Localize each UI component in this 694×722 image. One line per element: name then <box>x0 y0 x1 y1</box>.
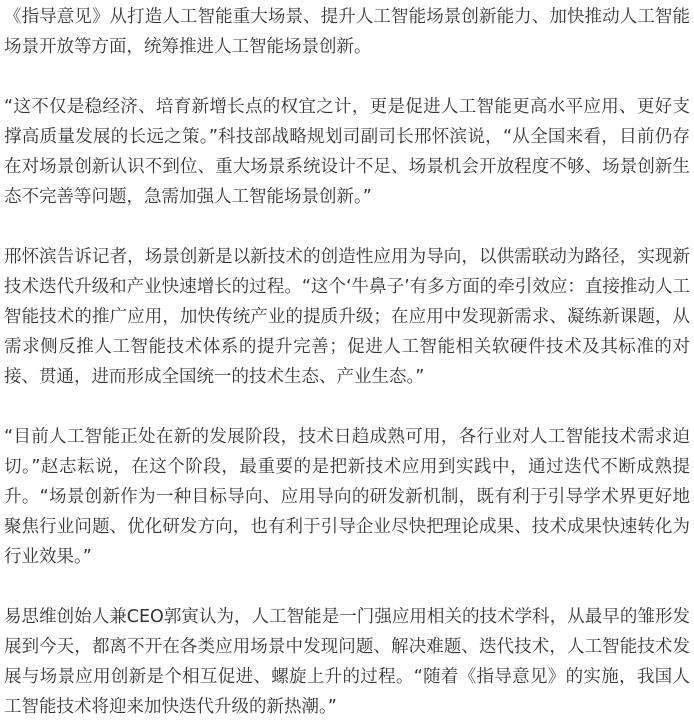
article-body <box>4 2 690 722</box>
paragraph-zhao-zhiyun-quote: “目前人工智能正处在新的发展阶段，技术日趋成熟可用，各行业对人工智能技术需求迫切。”赵志耘说，在这个阶段，最重要的是把新技术应用到实践中，通过迭代不断成熟提升。“场景创新作为一种目标导向、应用导向的研发新机制，既有利于引导学术界更好地聚焦行业问题、优化研发方向，也有利于引导企业尽快把理论成果、技术成果快速转化为行业效果。” <box>4 427 690 567</box>
paragraph-scene-innovation-definition: 邢怀滨告诉记者，场景创新是以新技术的创造性应用为导向，以供需联动为路径，实现新技术迭代升级和产业快速增长的过程。“这个‘牛鼻子’有多方面的牵引效应：直接推动人工智能技术的推广应用，加快传统产业的提质升级；在应用中发现新需求、凝练新课题，从需求侧反推人工智能技术体系的提升完善；促进人工智能相关软硬件技术及其标准的对接、贯通，进而形成全国统一的技术生态、产业生态。” <box>4 247 690 387</box>
paragraph-guo-yin-quote: 易思维创始人兼CEO郭寅认为，人工智能是一门强应用相关的技术学科，从最早的雏形发展到今天，都离不开在各类应用场景中发现问题、解决难题、迭代技术，人工智能技术发展与场景应用创新是个相互促进、螺旋上升的过程。“随着《指导意见》的实施，我国人工智能技术将迎来加快迭代升级的新热潮。” <box>4 607 690 717</box>
paragraph-xing-huaibin-quote: “这不仅是稳经济、培育新增长点的权宜之计，更是促进人工智能更高水平应用、更好支撑高质量发展的长远之策。”科技部战略规划司副司长邢怀滨说，“从全国来看，目前仍存在对场景创新认识不到位、重大场景系统设计不足、场景机会开放程度不够、场景创新生态不完善等问题，急需加强人工智能场景创新。” <box>4 97 690 207</box>
paragraph-guidance-overview: 《指导意见》从打造人工智能重大场景、提升人工智能场景创新能力、加快推动人工智能场景开放等方面，统筹推进人工智能场景创新。 <box>4 7 690 57</box>
